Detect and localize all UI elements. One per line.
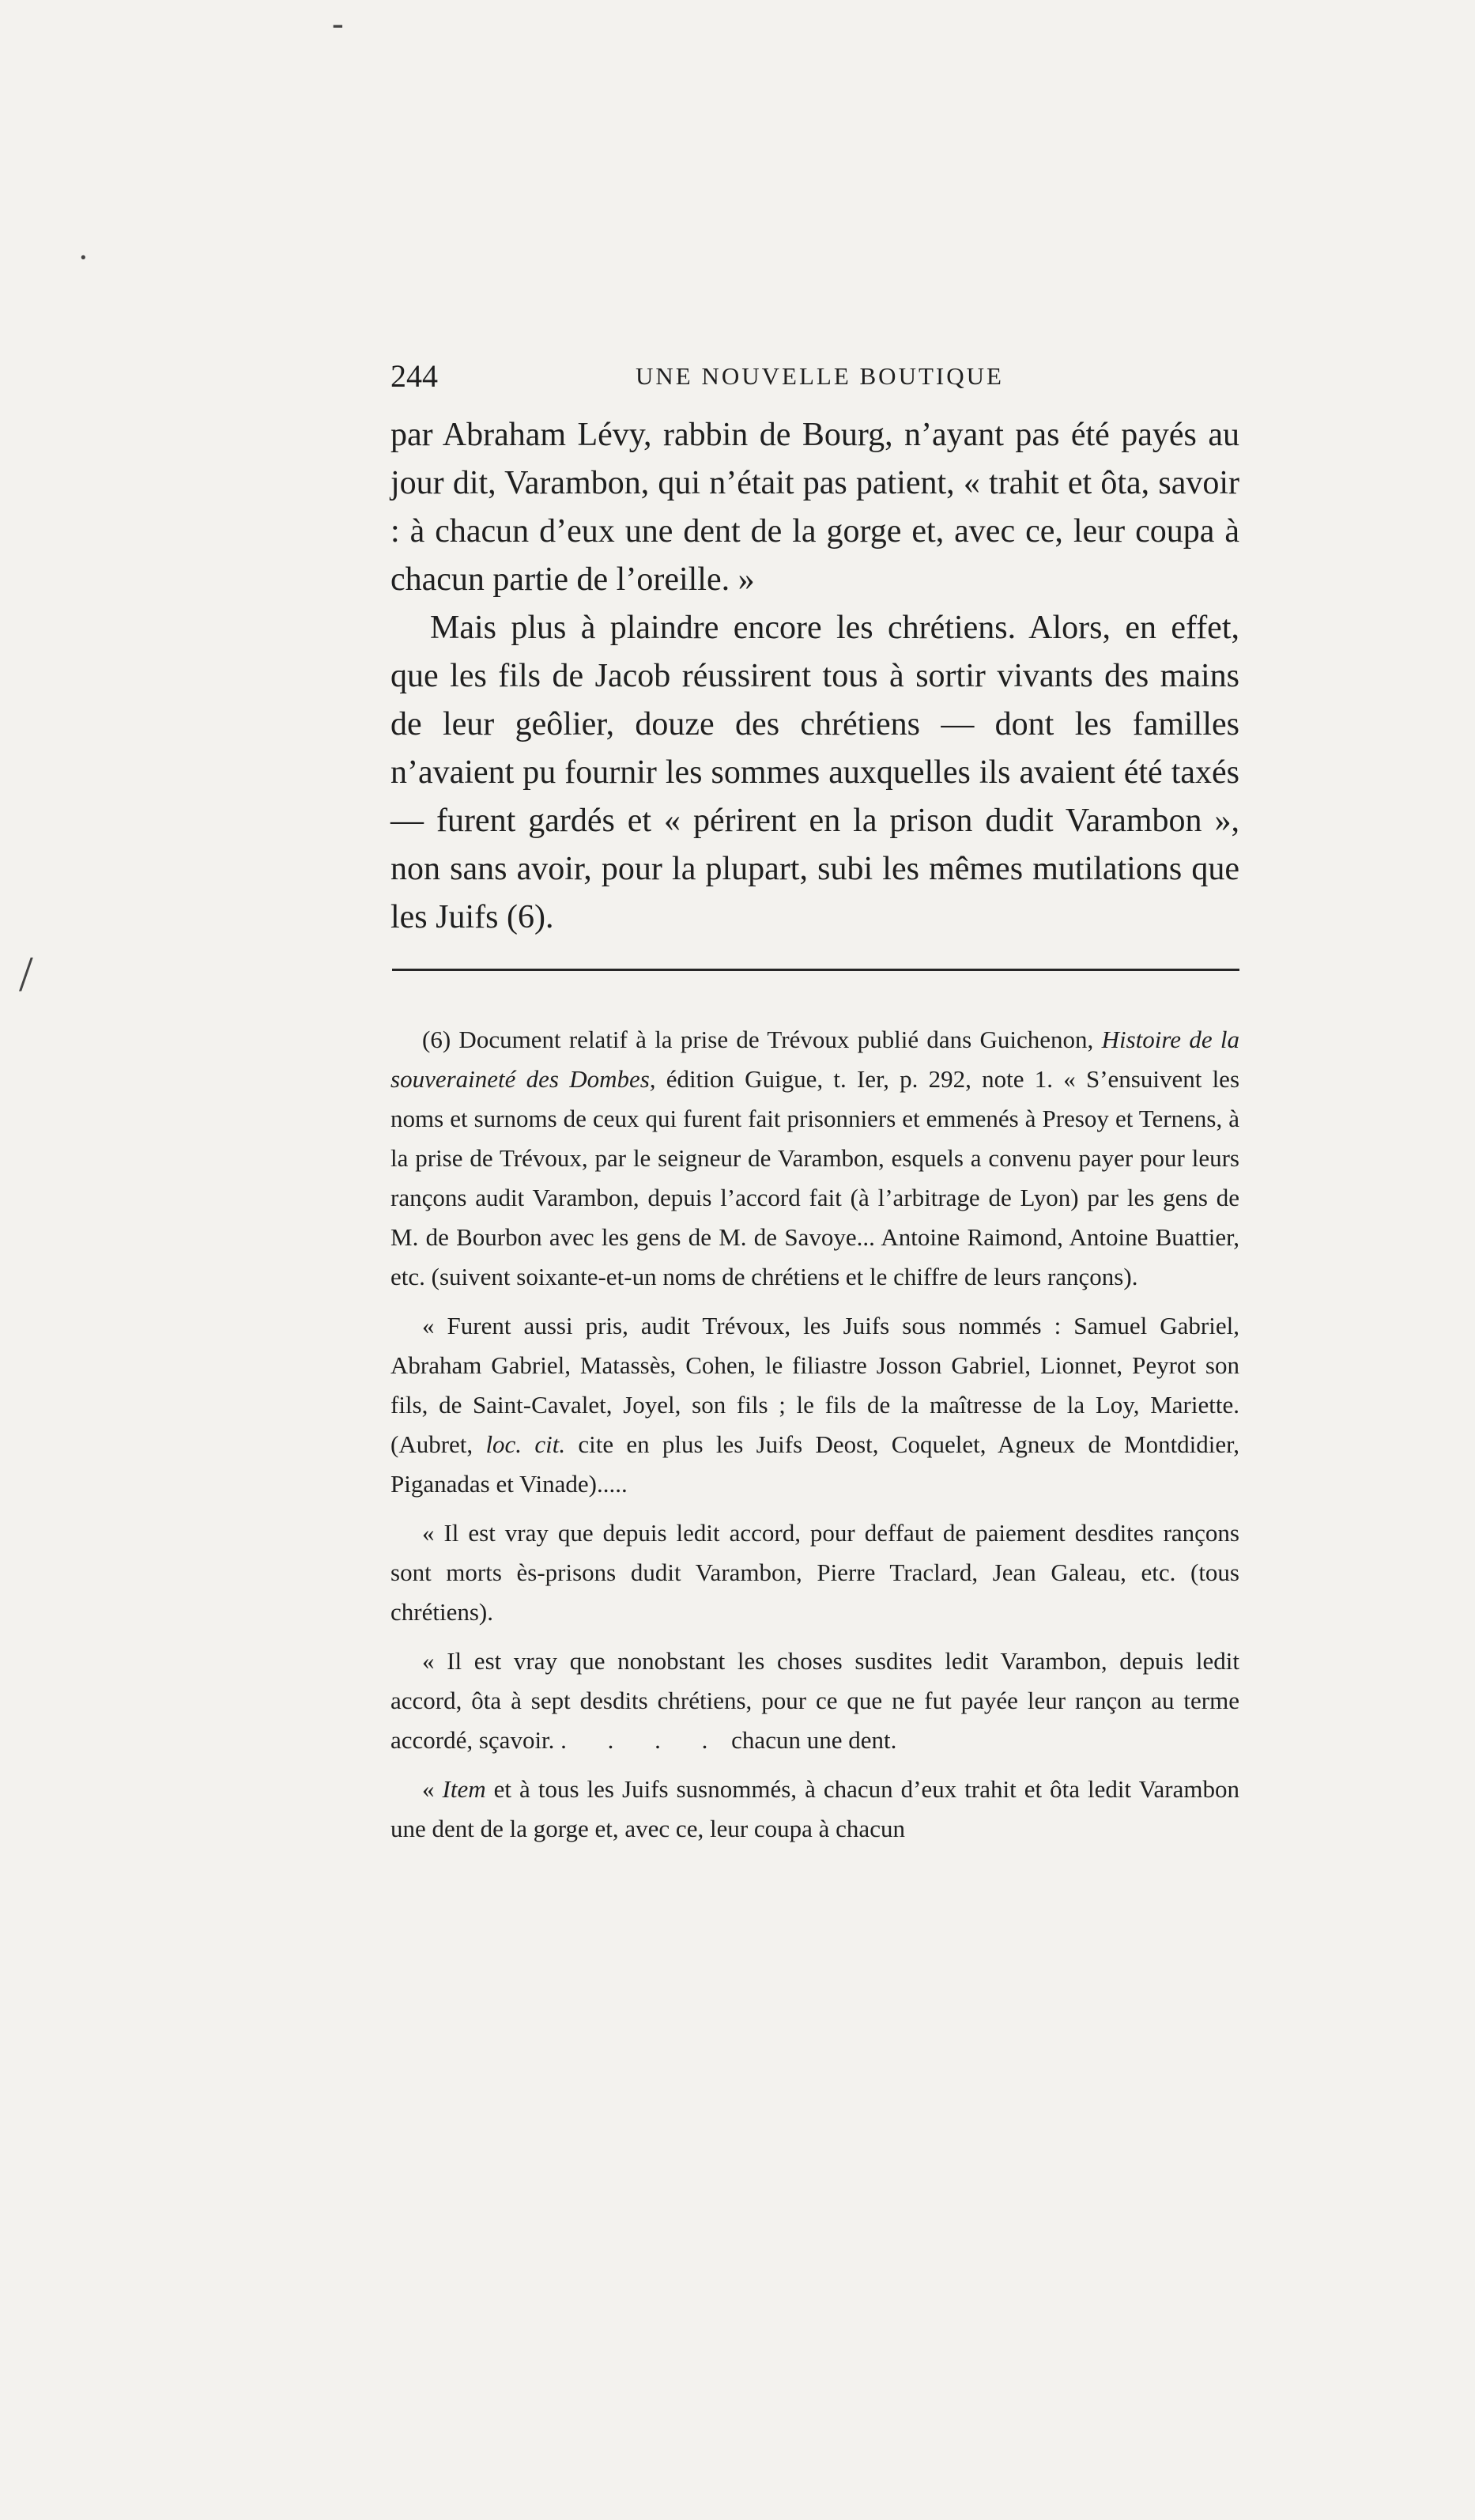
footnote-item-word: Item [442,1775,486,1803]
running-title: UNE NOUVELLE BOUTIQUE [636,362,1004,390]
footnote-quote-dent-end: chacun une dent. [731,1726,897,1754]
footnotes [390,1020,1239,1858]
footnote-6-book-title: Histoire de la souveraineté des Dombes, [390,1026,1239,1093]
footnote-quote-item [390,1770,1239,1849]
running-head [390,354,1239,399]
footnote-quote-juifs-start: « Furent aussi pris, audit Trévoux, les Juifs sous nommés : Samuel Gabriel, Abraham Gabriel, Matassès, Cohen, le filiastre Josson Gabriel, Lionnet, Peyrot son fils, de Saint-Cavalet, Joyel, son fils ; le fils de la maîtresse de la Loy, Mariette. (Aubret, [390,1312,1239,1458]
footnote-quote-mark: « [422,1775,435,1803]
footnote-leader-dots: . . . . [560,1726,726,1754]
paragraph-1: par Abraham Lévy, rabbin de Bourg, n’ayant pas été payés au jour dit, Varambon, qui n’était pas patient, « trahit et ôta, savoir : à chacun d’eux une dent de la gorge et, avec ce, leur coupa à chacun partie de l’oreille. » [390,417,1239,598]
footnote-6-start: (6) Document relatif à la prise de Trévoux publié dans Guichenon, [422,1026,1094,1053]
margin-mark-slash: / [19,946,33,1002]
footnote-quote-morts: « Il est vray que depuis ledit accord, pour deffaut de paiement desdites rançons sont morts ès-prisons dudit Varambon, Pierre Traclard, Jean Galeau, etc. (tous chrétiens). [390,1519,1239,1626]
main-text [390,411,1239,942]
footnote-separator [392,969,1239,974]
footnote-quote-dent [390,1642,1239,1760]
footnote-6-rest: édition Guigue, t. Ier, p. 292, note 1. « S’ensuivent les noms et surnoms de ceux qui furent fait prisonniers et emmenés à Presoy et Ternens, à la prise de Trévoux, par le seigneur de Varambon, esquels a convenu payer pour leurs rançons audit Varambon, depuis l’accord fait (à l’arbitrage de Lyon) par les gens de M. de Bourbon avec les gens de M. de Savoye... Antoine Raimond, Antoine Buattier, etc. (suivent soixante-et-un noms de chrétiens et le chiffre de leurs rançons). [390,1065,1240,1290]
page-number: 244 [390,358,438,394]
paragraph-2: Mais plus à plaindre encore les chrétiens. Alors, en effet, que les fils de Jacob réussirent tous à sortir vivants des mains de leur geôlier, douze des chrétiens — dont les familles n’avaient pu fournir les sommes auxquelles ils avaient été taxés — furent gardés et « périrent en la prison dudit Varambon », non sans avoir, pour la plupart, subi les mêmes mutilations que les Juifs (6). [390,610,1239,935]
footnote-6 [390,1020,1239,1297]
margin-mark-left: · [77,238,89,277]
margin-mark-top: - [332,4,344,43]
footnote-quote-juifs [390,1306,1239,1504]
footnote-quote-item-rest: et à tous les Juifs susnommés, à chacun d’eux trahit et ôta ledit Varambon une dent de la gorge et, avec ce, leur coupa à chacun [390,1775,1239,1842]
footnote-quote-juifs-rest: cite en plus les Juifs Deost, Coquelet, Agneux de Montdidier, Piganadas et Vinade)..... [390,1430,1239,1498]
footnote-quote-dent-start: « Il est vray que nonobstant les choses susdites ledit Varambon, depuis ledit accord, ôta à sept desdits chrétiens, pour ce que ne fut payée leur rançon au terme accordé, sçavoir. [390,1647,1239,1754]
footnote-loc-cit: loc. cit. [485,1430,566,1458]
